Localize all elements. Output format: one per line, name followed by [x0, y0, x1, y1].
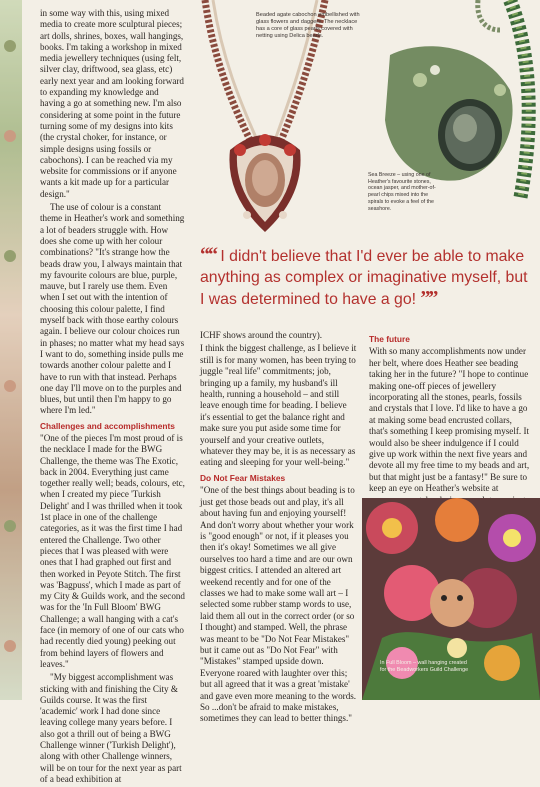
- paragraph: "One of the pieces I'm most proud of is the necklace I made for the BWG Challenge, the theme was The Exotic, back in 2004. Everything just came together really well; beads, colours, etc, when I created my piece 'Turkish Delight' and I was thrilled when it took 1st place in one of the challenge categories, as it was the first time I had entered the Challenge. Two other pieces that I was pleased with were ones that I had graphed out first and then worked in Peyote Stitch. The first was 'Bagpuss', which I made as part of my City & Guilds work, and the second was for the 'In Full Bloom' BWG Challenge; a wall hanging with a cat's face (in memory of one of our cats who had recently died young) peeking out from behind layers of flowers and leaves.": [40, 432, 185, 669]
- text-column-1: [40, 8, 185, 787]
- bead-decoration: [4, 40, 16, 52]
- beaded-border-strip: [0, 0, 22, 700]
- paragraph: [369, 346, 531, 518]
- paragraph: "One of the best things about beading is to just get those beads out and play, it's all about having fun and enjoying yourself! And don't worry about whether your work is "good enough" or not, if it pleases you then it's okay! Sometimes we all give ourselves too hard a time and are our own biggest critics. I attended an altered art weekend recently and for one of the classes we had to make some wall art – I selected some rubber stamp words to use, laid them all out in the correct order (or so I thought) and stamped. Well, the phrase was meant to be "Do Not Fear Mistakes" but it came out as "Do Not Fear" with "Mistakes" stamped upside down. Everyone roared with laughter over this; but all agreed that it was a great 'mistake' and gave even more meaning to the words. So ...don't be afraid to make mistakes, sometimes they can lead to better things.": [200, 485, 357, 724]
- close-quote-mark: ””: [420, 287, 437, 309]
- necklace-caption: Beaded agate cabochon embellished with glass flowers and daggers. The necklace has a core of glass pearls covered with netting using Delica beads.: [256, 12, 360, 39]
- pull-quote: [200, 245, 528, 310]
- paragraph: "My biggest accomplishment was sticking with and finishing the City & Guilds course. It was the first 'academic' work I had done since leaving college many years before. I also got a thrill out of being a BWG Challenge winner ('Turkish Delight'), along with other Challenge winners, will be on tour for the next year as part of a bead exhibition at: [40, 672, 182, 784]
- pull-quote-text: I didn't believe that I'd ever be able to make anything as complex or imaginative myself, but I was determined to have a go!: [200, 248, 528, 308]
- paragraph: ICHF shows around the country).: [200, 330, 322, 340]
- paragraph: in some way with this, using mixed media to create more sculptural pieces; art dolls, shrines, boxes, wall hangings, books. I'm taking a workshop in mixed media jewellery techniques (using felt, silver clay, driftwood, sea glass, etc) early next year and am looking forward to expanding my knowledge and having a go at something new. I'm also considering at some point in the future turning some of my designs into kits (the crystal choker, for instance, or simple designs using fossils or cabochons). I can be reached via my website for commissions or if anyone wants a kit made up for a particular design.": [40, 8, 184, 199]
- text-column-2: [200, 330, 357, 727]
- paragraph-text: With so many accomplishments now under her belt, where does Heather see beading taking her in the future? "I hope to continue making one-off pieces of jewellery incorporating all the stones, pearls, fossils and crystals that I love. I'd like to have a go at making some bead encrusted collars, that's something I keep promising myself. It would also be sheer indulgence if I could give up work within the next five years and devote all my free time to my beads and art, but that might just be a fantasy!" Be sure to keep an eye on Heather's website at: [369, 346, 530, 494]
- section-heading: Do Not Fear Mistakes: [200, 472, 286, 483]
- sea-breeze-caption: Sea Breeze – using one of Heather's favourite stones, ocean jasper, and mother-of-pearl chips mixed into the spirals to evoke a feel of the seashore.: [368, 172, 436, 212]
- bead-decoration: [4, 520, 16, 532]
- open-quote-mark: ““: [200, 244, 216, 266]
- paragraph: I think the biggest challenge, as I believe it still is for many women, has been trying to juggle "real life" commitments; job, bringing up a family, my husband's ill health, running a household – and still leave enough time for beading. I believe it's essential to get the balance right and make sure you put aside some time for yourself and your creative outlets, whatever they may be, it is as necessary as eating and sleeping for your well-being.": [200, 343, 357, 468]
- bead-decoration: [4, 640, 16, 652]
- bead-decoration: [4, 130, 16, 142]
- in-full-bloom-caption: In Full Bloom – wall hanging created for the Beadworkers Guild Challenge: [380, 660, 469, 673]
- paragraph: The use of colour is a constant theme in Heather's work and something a lot of beaders struggle with. How does she come up with her colour combinations? "It's strange how the beads draw you, I always maintain that my favourite colours are blue, purple, mauve, but I rarely use them. Even when I set out with the intention of choosing this colour palette, I find myself back with those earthy colours again. I believe our colour choices run in phases; no matter what my head says I want to do, something inside pulls me towards another colour palette and I have to run with that instead. Perhaps one day I'll move on to the purples and blues, but until then I'm happy to go where I'm led.": [40, 202, 185, 416]
- bead-decoration: [4, 380, 16, 392]
- text-column-3: [369, 330, 531, 521]
- section-heading: Challenges and accomplishments: [40, 420, 175, 431]
- section-heading: The future: [369, 334, 410, 344]
- bead-decoration: [4, 250, 16, 262]
